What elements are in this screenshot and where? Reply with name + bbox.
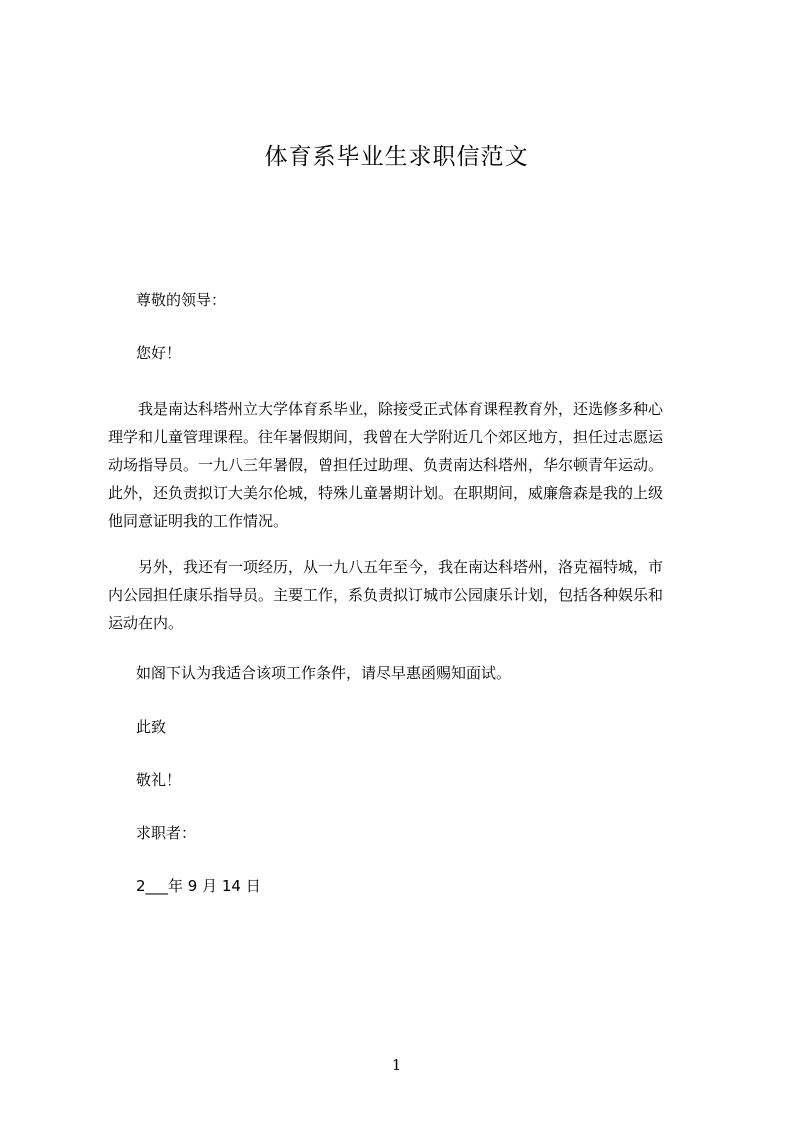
- letter-date: 2___年 9 月 14 日: [136, 877, 261, 895]
- paragraph-line: 运动在内。: [108, 614, 184, 632]
- closing-jing-li: 敬礼！: [136, 771, 182, 789]
- paragraph-line: 此外，还负责拟订大美尔伦城，特殊儿童暑期计划。在职期间，威廉詹森是我的上级: [108, 484, 664, 502]
- document-title: 体育系毕业生求职信范文: [264, 144, 529, 170]
- closing-ci-zhi: 此致: [136, 718, 167, 736]
- salutation: 尊敬的领导：: [136, 291, 227, 309]
- paragraph-line: 动场指导员。一九八三年暑假，曾担任过助理、负责南达科塔州，华尔顿青年运动。: [108, 456, 664, 474]
- signature-label: 求职者：: [136, 824, 197, 842]
- paragraph-education: [108, 395, 703, 535]
- page-number: 1: [391, 1056, 402, 1074]
- paragraph-experience: [108, 553, 703, 637]
- paragraph-line: 理学和儿童管理课程。往年暑假期间，我曾在大学附近几个郊区地方，担任过志愿运: [108, 428, 664, 446]
- paragraph-line: 我是南达科塔州立大学体育系毕业，除接受正式体育课程教育外，还选修多种心: [138, 400, 664, 418]
- paragraph-line: 内公园担任康乐指导员。主要工作，系负责拟订城市公园康乐计划，包括各种娱乐和: [108, 586, 664, 604]
- paragraph-line: 另外，我还有一项经历，从一九八五年至今，我在南达科塔州，洛克福特城，市: [138, 558, 664, 576]
- greeting: 您好！: [136, 344, 182, 362]
- interview-request: 如阁下认为我适合该项工作条件，请尽早惠函赐知面试。: [136, 664, 512, 682]
- paragraph-line: 他同意证明我的工作情况。: [108, 512, 289, 530]
